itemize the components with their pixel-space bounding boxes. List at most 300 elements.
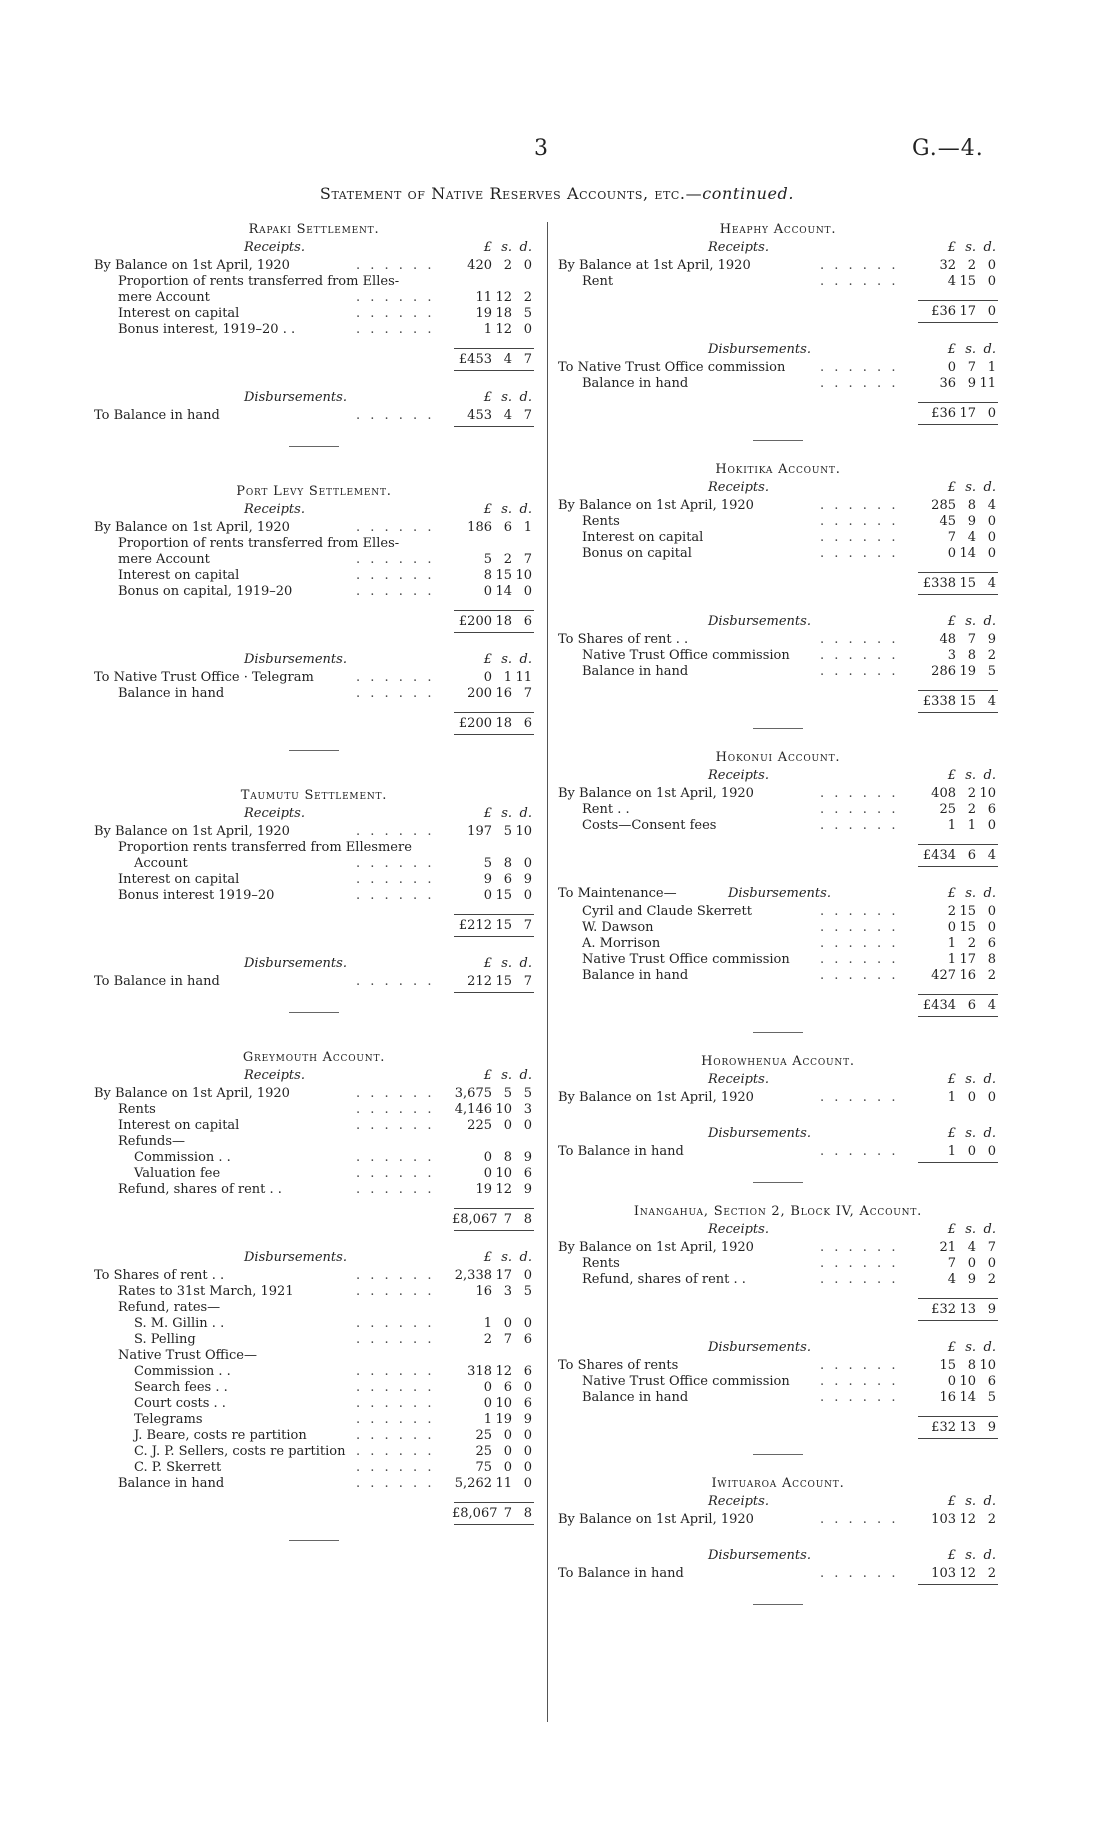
leader-dots: . . . . . . — [820, 1090, 899, 1105]
amount — [452, 1380, 534, 1396]
ledger-row — [558, 648, 998, 664]
row-label: To Shares of rents — [558, 1358, 679, 1373]
amount-shillings: 7 — [503, 1506, 512, 1521]
amount-shillings: 7 — [503, 1332, 512, 1347]
total-rule-top — [918, 402, 998, 403]
total-rule-bottom — [454, 936, 534, 937]
amount-pence: 5 — [523, 306, 532, 321]
amount-pence: 1 — [987, 360, 996, 375]
amount-shillings: 12 — [959, 1512, 976, 1527]
amount-pence: 9 — [987, 1302, 996, 1317]
ledger-row — [558, 968, 998, 984]
total-rule-top — [918, 1416, 998, 1417]
amount — [452, 1166, 534, 1182]
amount-pounds: 200 — [467, 686, 492, 701]
ledger-row — [94, 888, 534, 904]
amount-pence: 9 — [987, 1420, 996, 1435]
amount-pence: 6 — [987, 802, 996, 817]
amount — [916, 546, 998, 562]
amount — [916, 1390, 998, 1406]
leader-dots: . . . . . . — [356, 1182, 435, 1197]
amount-pounds: 4 — [947, 274, 956, 289]
leader-dots: . . . . . . — [356, 1460, 435, 1475]
amount-shillings: 17 — [959, 304, 976, 319]
row-label: Interest on capital — [582, 530, 704, 545]
ledger-row — [558, 1240, 998, 1256]
ledger-row — [558, 1512, 998, 1528]
amount-pounds: 19 — [475, 306, 492, 321]
leader-dots: . . . . . . — [356, 1150, 435, 1165]
amount-pounds: £8,067 — [452, 1212, 498, 1227]
ledger-row — [558, 546, 998, 562]
total-row — [94, 914, 534, 936]
row-label: Native Trust Office commission — [582, 1374, 790, 1389]
amount-pence: 7 — [523, 408, 532, 423]
row-label: Rents — [118, 1102, 156, 1117]
row-label: By Balance on 1st April, 1920 — [94, 1086, 290, 1101]
amount-pence: 4 — [987, 998, 996, 1013]
shillings-label: s. — [965, 1494, 976, 1509]
pounds-label: £ — [483, 956, 492, 971]
total-rule-top — [918, 572, 998, 573]
pounds-label: £ — [947, 1340, 956, 1355]
leader-dots: . . . . . . — [820, 514, 899, 529]
pence-label: d. — [983, 1222, 996, 1237]
leader-dots: . . . . . . — [820, 360, 899, 375]
amount-pence: 0 — [523, 1460, 532, 1475]
rule-line — [918, 1584, 998, 1585]
amount — [916, 1302, 998, 1318]
total-rule-bottom — [918, 322, 998, 323]
amount-pounds: 5,262 — [454, 1476, 492, 1491]
amount — [452, 536, 534, 552]
amount-pence: 0 — [523, 322, 532, 337]
amount-shillings: 15 — [959, 920, 976, 935]
total-row — [558, 572, 998, 594]
amount-shillings: 3 — [503, 1284, 512, 1299]
amount-pounds: 427 — [931, 968, 956, 983]
amount-pence: 10 — [515, 568, 532, 583]
amount-shillings: 7 — [503, 1212, 512, 1227]
row-label: mere Account — [118, 290, 210, 305]
account-title: Horowhenua Account. — [701, 1054, 855, 1069]
total-rule-bottom — [918, 1438, 998, 1439]
account-separator — [753, 1032, 803, 1034]
section-header — [94, 240, 534, 258]
row-label: Balance in hand — [582, 376, 689, 391]
account-hokonui — [558, 750, 998, 1034]
leader-dots: . . . . . . — [820, 1240, 899, 1255]
leader-dots: . . . . . . — [356, 1444, 435, 1459]
amount-pounds: 0 — [483, 1396, 492, 1411]
amount-shillings: 0 — [503, 1460, 512, 1475]
account-greymouth — [94, 1050, 534, 1542]
amount-shillings: 17 — [959, 406, 976, 421]
leader-dots: . . . . . . — [356, 552, 435, 567]
amount-pounds: £8,067 — [452, 1506, 498, 1521]
total-row — [94, 348, 534, 370]
double-rule — [558, 1584, 998, 1588]
section-label: Disbursements. — [708, 1548, 811, 1563]
leader-dots: . . . . . . — [356, 1268, 435, 1283]
amount — [916, 498, 998, 514]
amount-shillings: 5 — [503, 824, 512, 839]
amount-shillings: 10 — [495, 1166, 512, 1181]
amount-pounds: 0 — [947, 360, 956, 375]
amount — [916, 1272, 998, 1288]
amount-pounds: 0 — [483, 1380, 492, 1395]
amount-pounds: £338 — [922, 576, 956, 591]
pence-label: d. — [519, 956, 532, 971]
section-header — [558, 1222, 998, 1240]
ledger-row — [94, 872, 534, 888]
amount-pounds: £212 — [458, 918, 492, 933]
amount-pounds: 0 — [483, 584, 492, 599]
amount-shillings: 13 — [959, 1420, 976, 1435]
total-row — [558, 994, 998, 1016]
amount-shillings: 18 — [495, 614, 512, 629]
leader-dots: . . . . . . — [820, 936, 899, 951]
amount — [916, 274, 998, 290]
pounds-label: £ — [947, 1494, 956, 1509]
leader-dots: . . . . . . — [820, 802, 899, 817]
ledger-row — [558, 258, 998, 274]
amount — [916, 1374, 998, 1390]
amount-shillings: 0 — [503, 1444, 512, 1459]
amount-pence: 2 — [987, 1566, 996, 1581]
amount-pence: 0 — [987, 546, 996, 561]
ledger-row — [94, 1364, 534, 1380]
row-label: Rent — [582, 274, 614, 289]
amount-pence: 6 — [523, 1166, 532, 1181]
ledger-row — [558, 664, 998, 680]
ledger-row — [94, 568, 534, 584]
pounds-label: £ — [947, 614, 956, 629]
row-label: Account — [134, 856, 188, 871]
pounds-label: £ — [947, 886, 956, 901]
amount-pence: 0 — [523, 1444, 532, 1459]
shillings-label: s. — [965, 240, 976, 255]
amount-pounds: £434 — [922, 998, 956, 1013]
section-header — [558, 1072, 998, 1090]
section-header — [94, 956, 534, 974]
amount — [916, 648, 998, 664]
ledger-row — [94, 536, 534, 552]
amount — [452, 840, 534, 856]
double-rule — [94, 992, 534, 996]
amount-pounds: 4,146 — [454, 1102, 492, 1117]
amount-pounds: 4 — [947, 1272, 956, 1287]
total-rule-bottom — [454, 1524, 534, 1525]
total-row — [558, 1416, 998, 1438]
ledger-row — [94, 1428, 534, 1444]
leader-dots: . . . . . . — [820, 1256, 899, 1271]
amount — [452, 1212, 534, 1228]
double-rule — [558, 1162, 998, 1166]
amount-shillings: 12 — [959, 1566, 976, 1581]
section-header — [94, 502, 534, 520]
leader-dots: . . . . . . — [820, 258, 899, 273]
amount-pounds: £434 — [922, 848, 956, 863]
amount — [452, 568, 534, 584]
leader-dots: . . . . . . — [356, 1412, 435, 1427]
ledger-row — [94, 408, 534, 424]
total-rule-top — [454, 610, 534, 611]
amount-pence: 0 — [987, 920, 996, 935]
leader-dots: . . . . . . — [820, 1144, 899, 1159]
amount-pounds: 286 — [931, 664, 956, 679]
account-separator — [289, 446, 339, 448]
pence-label: d. — [519, 1068, 532, 1083]
row-label: By Balance on 1st April, 1920 — [94, 520, 290, 535]
row-label: Interest on capital — [118, 306, 240, 321]
amount-shillings: 4 — [967, 530, 976, 545]
pounds-label: £ — [947, 480, 956, 495]
leader-dots: . . . . . . — [356, 322, 435, 337]
rule-line — [918, 1162, 998, 1163]
row-label: Balance in hand — [582, 1390, 689, 1405]
shillings-label: s. — [501, 1068, 512, 1083]
leader-dots: . . . . . . — [356, 1428, 435, 1443]
pounds-label: £ — [483, 1250, 492, 1265]
shillings-label: s. — [965, 342, 976, 357]
column-divider — [547, 222, 548, 1722]
section-label: Receipts. — [708, 1072, 769, 1087]
row-label: Balance in hand — [582, 968, 689, 983]
amount — [916, 664, 998, 680]
amount-pence: 11 — [515, 670, 532, 685]
section-label: Disbursements. — [708, 614, 811, 629]
amount-pence: 6 — [523, 614, 532, 629]
leader-dots: . . . . . . — [356, 686, 435, 701]
row-label: Bonus on capital, 1919–20 — [118, 584, 293, 599]
section-header — [558, 1494, 998, 1512]
amount — [452, 888, 534, 904]
row-label: Search fees . . — [134, 1380, 228, 1395]
amount-shillings: 10 — [959, 1374, 976, 1389]
row-label: W. Dawson — [582, 920, 654, 935]
ledger-row — [94, 1396, 534, 1412]
total-rule-top — [454, 1502, 534, 1503]
account-title: Taumutu Settlement. — [240, 788, 388, 803]
amount-pence: 5 — [523, 1284, 532, 1299]
amount-pounds: 36 — [939, 376, 956, 391]
left-column — [94, 222, 534, 1542]
amount — [452, 1118, 534, 1134]
pence-label: d. — [983, 480, 996, 495]
amount-pounds: 15 — [939, 1358, 956, 1373]
leader-dots: . . . . . . — [820, 1566, 899, 1581]
amount — [916, 968, 998, 984]
double-rule — [94, 426, 534, 430]
leader-dots: . . . . . . — [356, 408, 435, 423]
row-label: J. Beare, costs re partition — [134, 1428, 307, 1443]
amount-shillings: 8 — [503, 856, 512, 871]
amount — [916, 632, 998, 648]
amount-pounds: 48 — [939, 632, 956, 647]
row-label: To Balance in hand — [94, 408, 220, 423]
pence-label: d. — [983, 342, 996, 357]
ledger-row — [94, 520, 534, 536]
amount-pounds: 75 — [475, 1460, 492, 1475]
account-rapaki — [94, 222, 534, 448]
row-label: Interest on capital — [118, 1118, 240, 1133]
ledger-row — [558, 1144, 998, 1160]
row-label: By Balance on 1st April, 1920 — [558, 786, 754, 801]
total-rule-top — [918, 844, 998, 845]
row-label: Proportion rents transferred from Ellesmere — [118, 840, 412, 855]
account-title: Inangahua, Section 2, Block IV, Account. — [633, 1204, 923, 1219]
amount-pence: 0 — [987, 406, 996, 421]
amount-pence: 5 — [987, 1390, 996, 1405]
pence-label: d. — [519, 652, 532, 667]
row-label: C. J. P. Sellers, costs re partition — [134, 1444, 346, 1459]
leader-dots: . . . . . . — [820, 632, 899, 647]
amount — [452, 258, 534, 274]
pence-label: d. — [983, 1340, 996, 1355]
total-row — [94, 610, 534, 632]
amount — [452, 552, 534, 568]
ledger-row — [558, 1566, 998, 1582]
account-hokitika — [558, 462, 998, 730]
rule-line — [454, 426, 534, 427]
ledger-row — [558, 936, 998, 952]
row-label: To Balance in hand — [558, 1566, 684, 1581]
ledger-row — [558, 1090, 998, 1106]
amount-pence: 1 — [523, 520, 532, 535]
amount-pounds: 2 — [947, 904, 956, 919]
amount — [916, 1240, 998, 1256]
section-label: Receipts. — [244, 806, 305, 821]
section-label: Receipts. — [708, 480, 769, 495]
amount — [452, 1086, 534, 1102]
row-label: Native Trust Office commission — [582, 648, 790, 663]
section-label: Receipts. — [244, 502, 305, 517]
amount-pence: 4 — [987, 694, 996, 709]
leader-dots: . . . . . . — [356, 872, 435, 887]
amount-pence: 6 — [523, 716, 532, 731]
row-label: Commission . . — [134, 1364, 231, 1379]
amount-shillings: 2 — [503, 552, 512, 567]
leader-dots: . . . . . . — [356, 888, 435, 903]
amount-pence: 0 — [987, 904, 996, 919]
leader-dots: . . . . . . — [820, 274, 899, 289]
amount-shillings: 16 — [959, 968, 976, 983]
amount-shillings: 2 — [967, 802, 976, 817]
amount-shillings: 4 — [503, 408, 512, 423]
row-label: By Balance on 1st April, 1920 — [558, 1240, 754, 1255]
amount — [452, 918, 534, 934]
amount-pounds: 5 — [483, 552, 492, 567]
right-column — [558, 222, 998, 1606]
amount — [916, 936, 998, 952]
ledger-row — [558, 952, 998, 968]
section-label: Disbursements. — [728, 886, 831, 901]
account-separator — [753, 1182, 803, 1184]
amount-pence: 4 — [987, 848, 996, 863]
shillings-label: s. — [965, 614, 976, 629]
row-label: By Balance on 1st April, 1920 — [558, 1090, 754, 1105]
pence-label: d. — [519, 502, 532, 517]
total-rule-bottom — [918, 424, 998, 425]
amount-pounds: 2,338 — [454, 1268, 492, 1283]
amount-pounds: 0 — [483, 670, 492, 685]
ledger-row — [94, 1150, 534, 1166]
page-title-continued: continued. — [702, 184, 795, 203]
amount — [916, 694, 998, 710]
amount-pounds: 7 — [947, 1256, 956, 1271]
amount-pounds: 25 — [939, 802, 956, 817]
leader-dots: . . . . . . — [820, 920, 899, 935]
pence-label: d. — [983, 240, 996, 255]
account-separator — [289, 1540, 339, 1542]
pounds-label: £ — [483, 1068, 492, 1083]
amount-pence: 0 — [523, 1118, 532, 1133]
section-header — [558, 240, 998, 258]
amount — [452, 670, 534, 686]
amount-pence: 0 — [523, 1268, 532, 1283]
amount — [452, 1460, 534, 1476]
amount-pence: 8 — [523, 1212, 532, 1227]
ledger-row — [94, 670, 534, 686]
amount-pounds: 212 — [467, 974, 492, 989]
amount-pounds: 11 — [475, 290, 492, 305]
shillings-label: s. — [501, 502, 512, 517]
amount-pence: 7 — [987, 1240, 996, 1255]
total-row — [94, 1502, 534, 1524]
shillings-label: s. — [501, 652, 512, 667]
amount-shillings: 18 — [495, 716, 512, 731]
section-label: Receipts. — [708, 1222, 769, 1237]
amount-pence: 0 — [987, 530, 996, 545]
row-label: C. P. Skerrett — [134, 1460, 222, 1475]
pence-label: d. — [983, 886, 996, 901]
row-label: Costs—Consent fees — [582, 818, 717, 833]
amount-pence: 6 — [523, 1364, 532, 1379]
amount-pence: 0 — [523, 584, 532, 599]
amount-pence: 10 — [515, 824, 532, 839]
amount — [916, 258, 998, 274]
amount — [916, 1090, 998, 1106]
amount-pounds: 0 — [483, 1166, 492, 1181]
row-label: By Balance at 1st April, 1920 — [558, 258, 751, 273]
amount — [916, 576, 998, 592]
total-row — [558, 844, 998, 866]
section-header — [94, 1068, 534, 1086]
ledger-row — [94, 1086, 534, 1102]
pence-label: d. — [983, 1126, 996, 1141]
leader-dots: . . . . . . — [820, 904, 899, 919]
shillings-label: s. — [965, 886, 976, 901]
amount-pounds: £36 — [931, 304, 956, 319]
row-label: Rents — [582, 514, 620, 529]
row-label: S. M. Gillin . . — [134, 1316, 225, 1331]
amount-pounds: 408 — [931, 786, 956, 801]
row-label: S. Pelling — [134, 1332, 196, 1347]
pence-label: d. — [983, 1072, 996, 1087]
pounds-label: £ — [947, 342, 956, 357]
ledger-row — [558, 1358, 998, 1374]
section-header — [558, 886, 998, 904]
leader-dots: . . . . . . — [820, 1512, 899, 1527]
total-rule-top — [918, 994, 998, 995]
ledger-row — [94, 1476, 534, 1492]
row-label: Rent . . — [582, 802, 630, 817]
ledger-row — [558, 360, 998, 376]
row-label: Rates to 31st March, 1921 — [118, 1284, 294, 1299]
amount-pounds: 1 — [947, 936, 956, 951]
page-title-main: Statement of Native Reserves Accounts, etc.— — [319, 184, 703, 203]
